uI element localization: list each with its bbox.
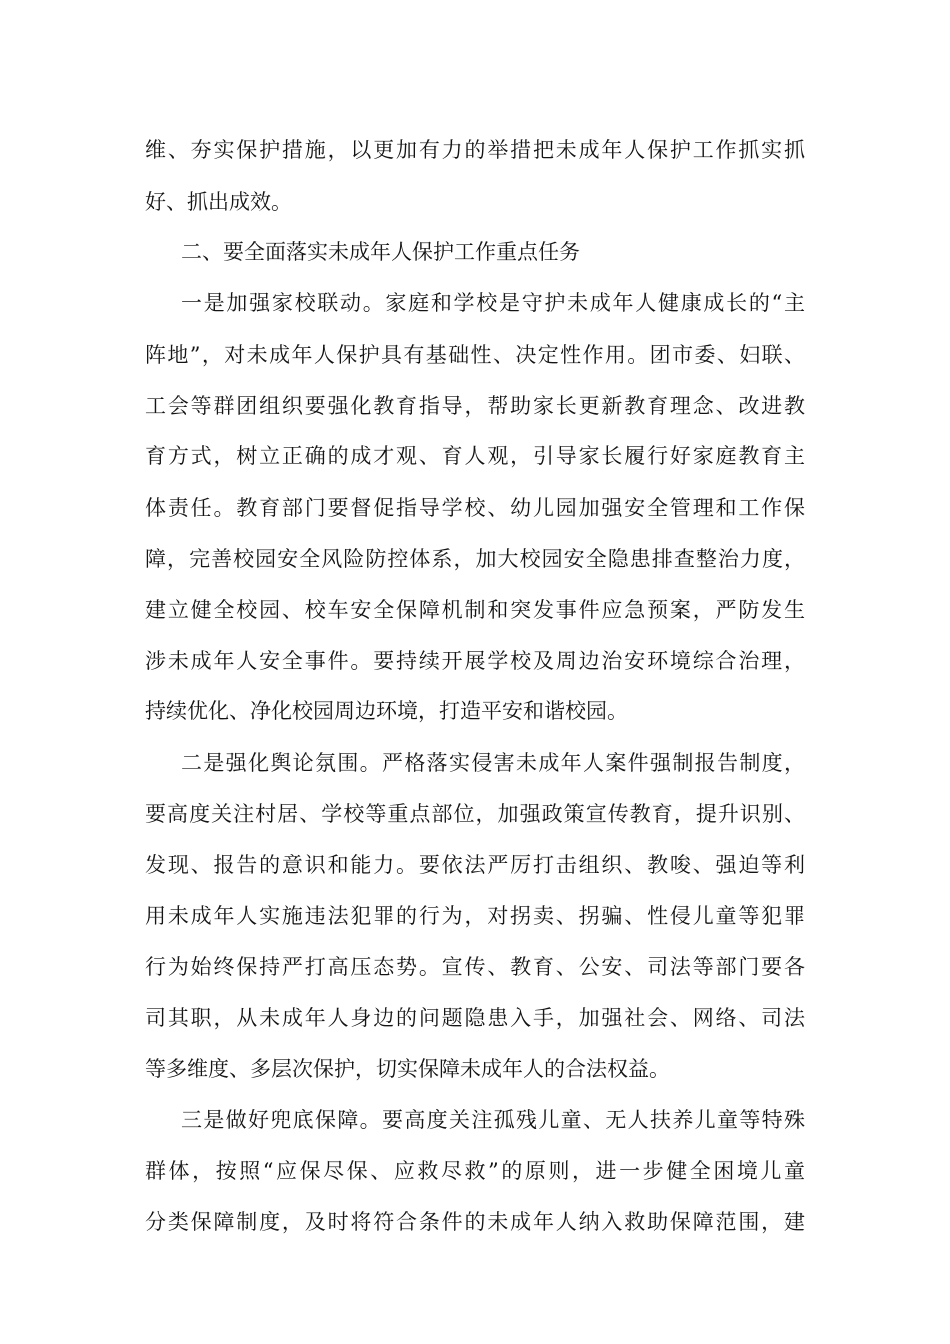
text-line: 障，完善校园安全风险防控体系，加大校园安全隐患排查整治力度， bbox=[145, 547, 805, 571]
text-line: 阵地”，对未成年人保护具有基础性、决定性作用。团市委、妇联、 bbox=[145, 343, 805, 367]
text-line: 用未成年人实施违法犯罪的行为，对拐卖、拐骗、性侵儿童等犯罪 bbox=[145, 904, 805, 928]
text-line: 一是加强家校联动。家庭和学校是守护未成年人健康成长的“主 bbox=[181, 291, 805, 315]
text-line: 体责任。教育部门要督促指导学校、幼儿园加强安全管理和工作保 bbox=[145, 496, 805, 520]
text-line: 维、夯实保护措施，以更加有力的举措把未成年人保护工作抓实抓 bbox=[145, 138, 805, 162]
text-line: 司其职，从未成年人身边的问题隐患入手，加强社会、网络、司法 bbox=[145, 1006, 805, 1030]
text-line: 要高度关注村居、学校等重点部位，加强政策宣传教育，提升识别、 bbox=[145, 802, 805, 826]
text-line: 发现、报告的意识和能力。要依法严厉打击组织、教唆、强迫等利 bbox=[145, 853, 805, 877]
text-line: 育方式，树立正确的成才观、育人观，引导家长履行好家庭教育主 bbox=[145, 444, 805, 468]
text-line: 涉未成年人安全事件。要持续开展学校及周边治安环境综合治理， bbox=[145, 649, 805, 673]
text-line: 等多维度、多层次保护，切实保障未成年人的合法权益。 bbox=[145, 1057, 670, 1081]
text-line: 建立健全校园、校车安全保障机制和突发事件应急预案，严防发生 bbox=[145, 598, 805, 622]
text-line: 二是强化舆论氛围。严格落实侵害未成年人案件强制报告制度， bbox=[181, 751, 805, 775]
text-line: 工会等群团组织要强化教育指导，帮助家长更新教育理念、改进教 bbox=[145, 394, 805, 418]
text-line: 分类保障制度，及时将符合条件的未成年人纳入救助保障范围，建 bbox=[145, 1210, 805, 1234]
text-line: 持续优化、净化校园周边环境，打造平安和谐校园。 bbox=[145, 699, 628, 723]
text-line: 行为始终保持严打高压态势。宣传、教育、公安、司法等部门要各 bbox=[145, 955, 805, 979]
text-line: 群体，按照“应保尽保、应救尽救”的原则，进一步健全困境儿童 bbox=[145, 1159, 805, 1183]
section-heading: 二、要全面落实未成年人保护工作重点任务 bbox=[181, 240, 580, 264]
text-line: 三是做好兜底保障。要高度关注孤残儿童、无人扶养儿童等特殊 bbox=[181, 1108, 805, 1132]
text-line: 好、抓出成效。 bbox=[145, 190, 292, 214]
